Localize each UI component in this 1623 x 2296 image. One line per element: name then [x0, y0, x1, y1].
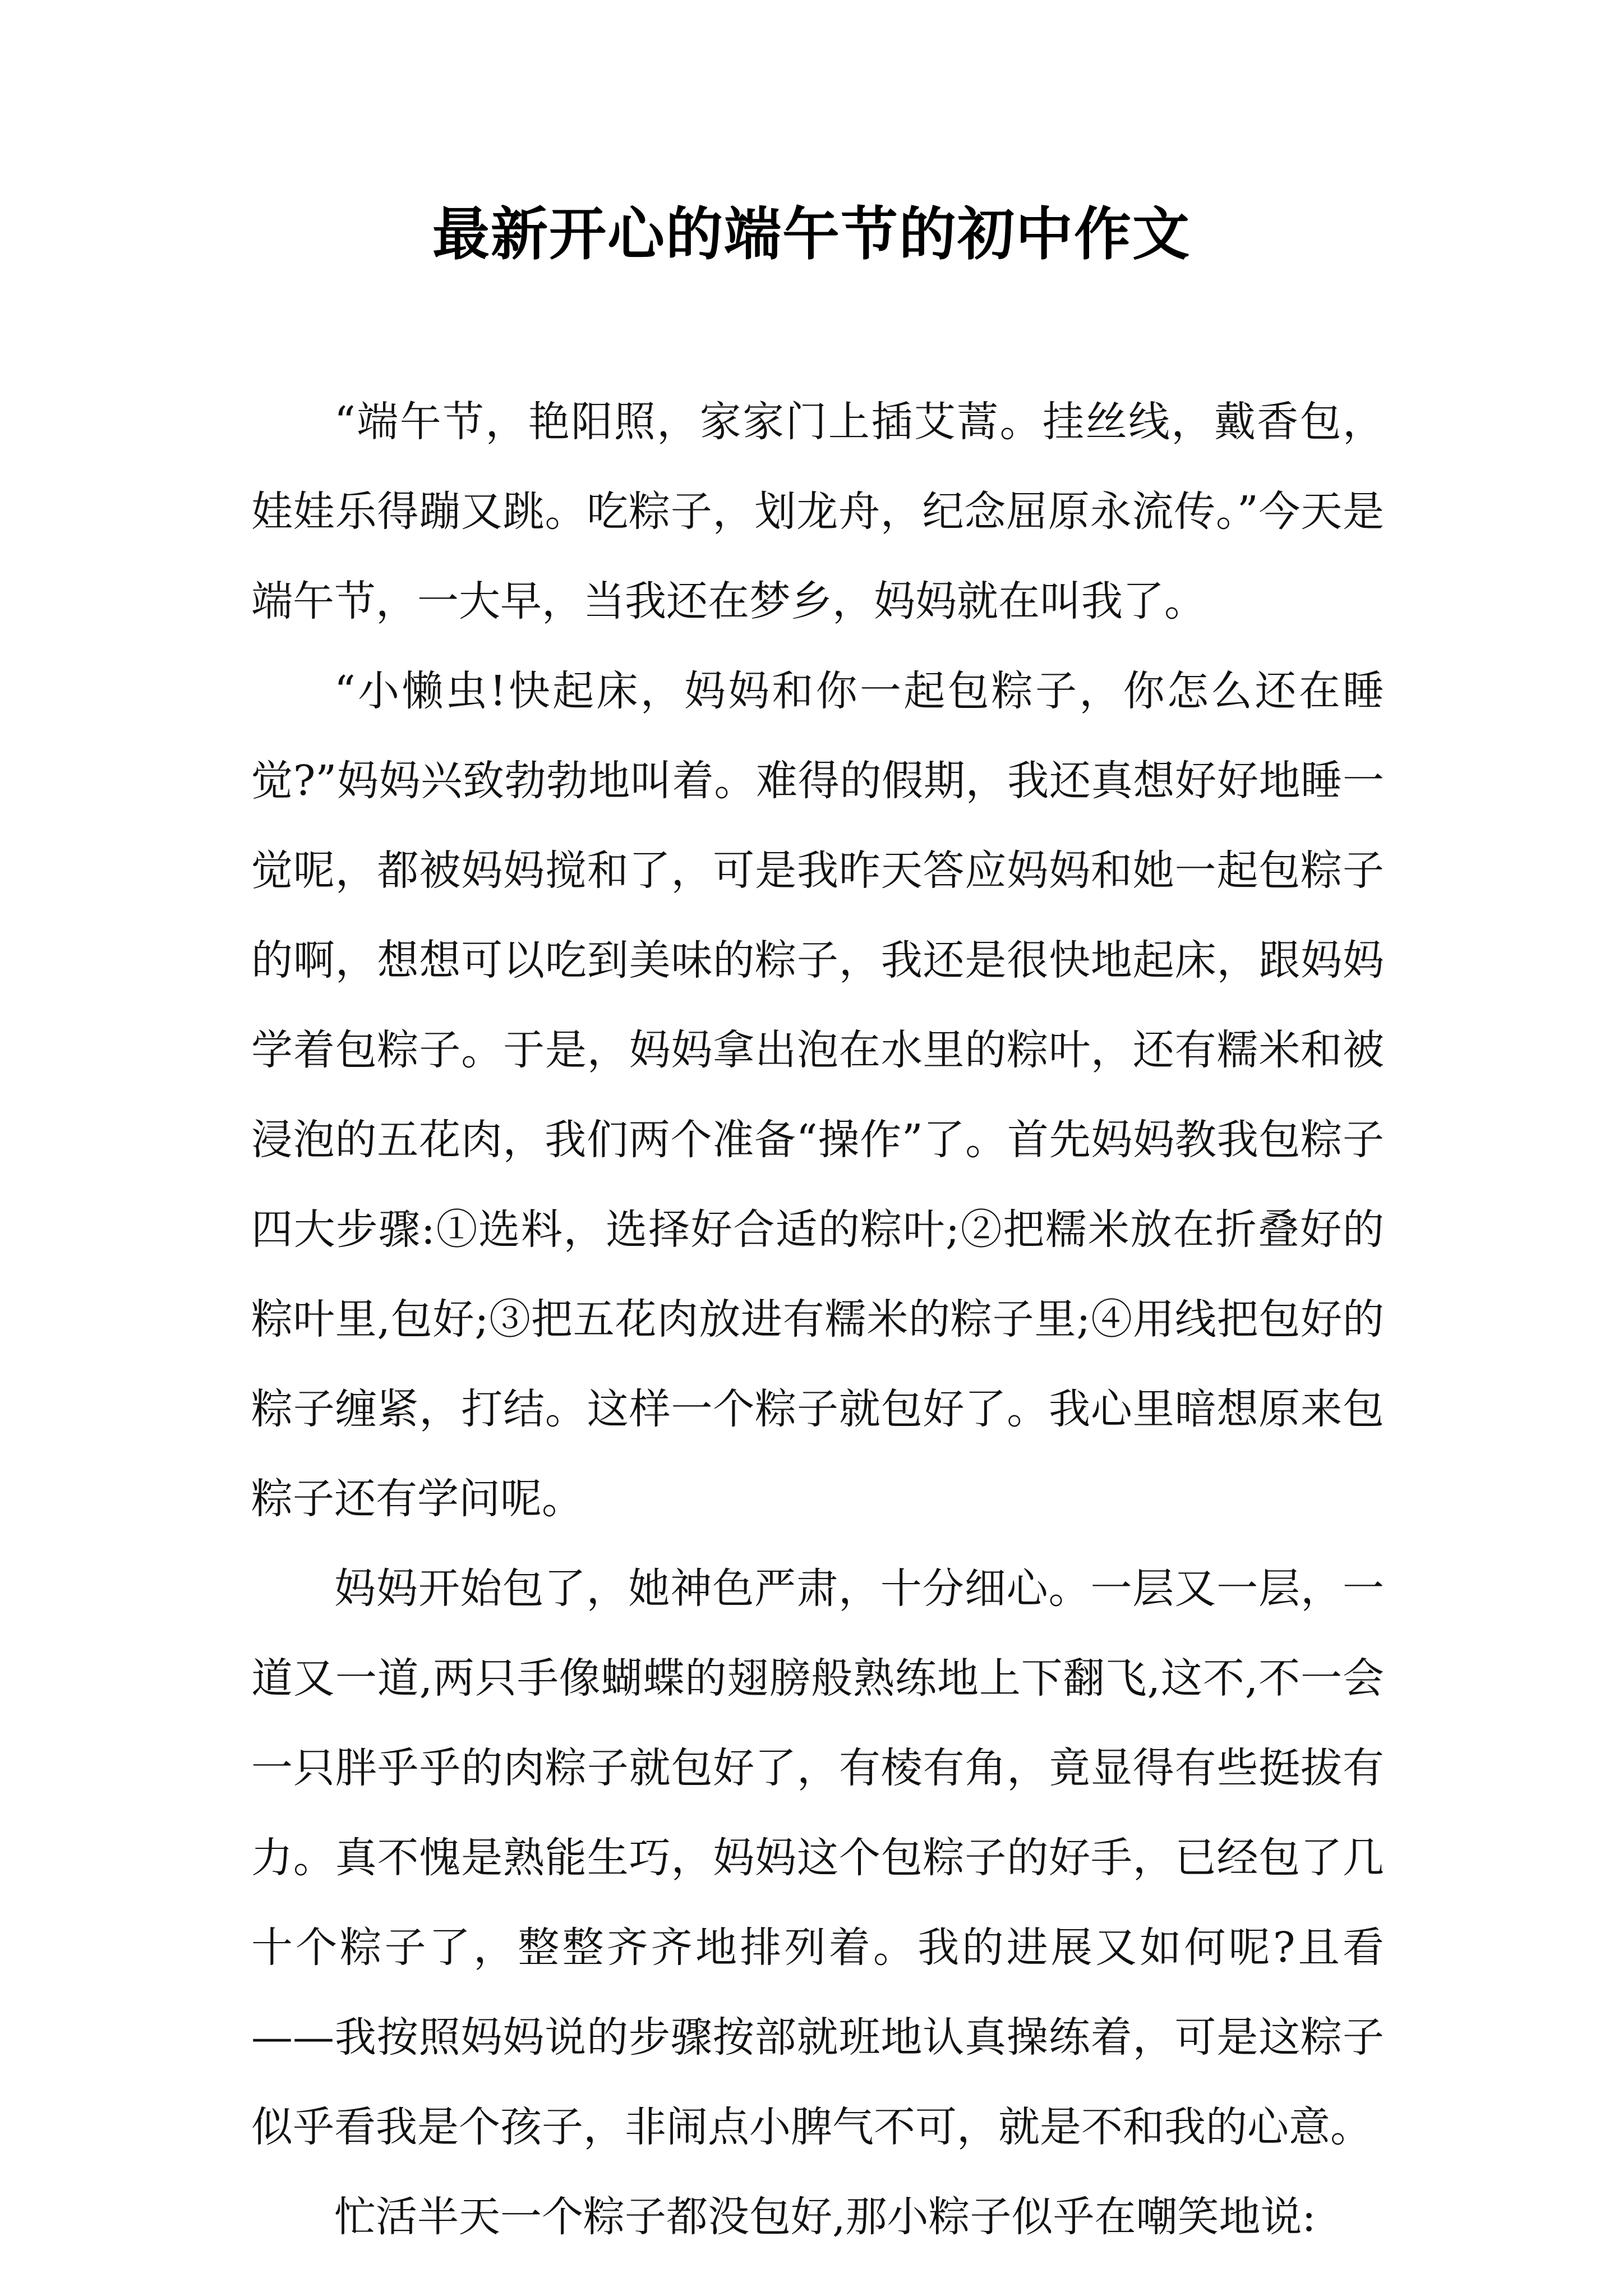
document-body: [251, 377, 1384, 2262]
paragraph: 妈妈开始包了，她神色严肃，十分细心。一层又一层，一道又一道,两只手像蝴蝶的翅膀般熟练地上下翻飞,这不,不一会一只胖乎乎的肉粽子就包好了，有棱有角，竟显得有些挺拔有力。真不愧是熟能生巧，妈妈这个包粽子的好手，已经包了几十个粽子了，整整齐齐地排列着。我的进展又如何呢?且看——我按照妈妈说的步骤按部就班地认真操练着，可是这粽子似乎看我是个孩子，非闹点小脾气不可，就是不和我的心意。: [251, 1565, 1384, 2151]
paragraph: “端午节，艳阳照，家家门上插艾蒿。挂丝线，戴香包，娃娃乐得蹦又跳。吃粽子，划龙舟，纪念屈原永流传。”今天是端午节，一大早，当我还在梦乡，妈妈就在叫我了。: [251, 398, 1384, 625]
paragraph: 忙活半天一个粽子都没包好,那小粽子似乎在嘲笑地说:: [334, 2193, 1316, 2241]
paragraph: “小懒虫!快起床，妈妈和你一起包粽子，你怎么还在睡觉?”妈妈兴致勃勃地叫着。难得的假期，我还真想好好地睡一觉呢，都被妈妈搅和了，可是我昨天答应妈妈和她一起包粽子的啊，想想可以吃到美味的粽子，我还是很快地起床，跟妈妈学着包粽子。于是，妈妈拿出泡在水里的粽叶，还有糯米和被浸泡的五花肉，我们两个准备“操作”了。首先妈妈教我包粽子四大步骤:①选料，选择好合适的粽叶;②把糯米放在折叠好的粽叶里,包好;③把五花肉放进有糯米的粽子里;④用线把包好的粽子缠紧，打结。这样一个粽子就包好了。我心里暗想原来包粽子还有学问呢。: [251, 667, 1384, 1523]
document-title: 最新开心的端午节的初中作文: [432, 201, 1191, 268]
